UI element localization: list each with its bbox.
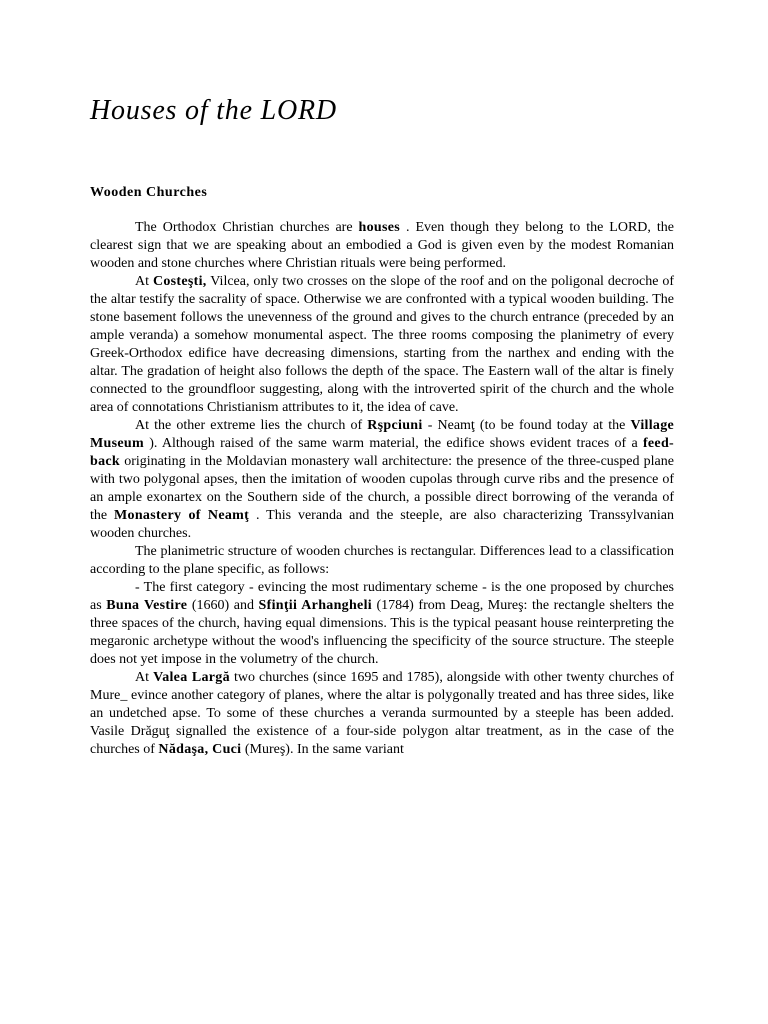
text-run: - Neamţ (to be found today at the (422, 418, 631, 433)
bold-term: Monastery of Neamţ (114, 508, 250, 523)
paragraph-2 (90, 273, 674, 417)
paragraph-4 (90, 543, 674, 579)
paragraph-1 (90, 219, 674, 273)
bold-term: Buna Vestire (106, 598, 188, 613)
text-run: two churches (since 1695 and 1785), alongside with other twenty churches of Mure_ evince another category of planes, where the altar is polygonally treated and has three sides, like an undetched apse. To some of these churches a veranda surmounted by a steeple has been added. Vasile Drăguţ signalled the existence of a four-side polygon altar treatment, as in the case of the churches of (90, 670, 674, 757)
paragraph-6 (90, 669, 674, 759)
text-run: At the other extreme lies the church of (135, 418, 368, 433)
bold-term: feed-back (90, 436, 674, 469)
text-run: (1784) from Deag, Mureş: the rectangle shelters the three spaces of the church, having equal dimensions. This is the typical peasant house reinterpreting the megaronic archetype without the wood's influencing the specificity of the source structure. The steeple does not yet impose in the volumetry of the church. (90, 598, 674, 667)
bold-term: Rşpciuni (367, 418, 423, 433)
bold-term: houses (358, 220, 401, 235)
text-run: (Mureş). In the same variant (241, 742, 404, 757)
text-run: . Even though they belong to the LORD, the clearest sign that we are speaking about an embodied a God is given even by the modest Romanian wooden and stone churches where Christian rituals were being performed. (90, 220, 674, 271)
bold-term: Sfinţii Arhangheli (258, 598, 372, 613)
text-run: Vilcea, only two crosses on the slope of the roof and on the poligonal decroche of the altar testify the sacrality of space. Otherwise we are confronted with a typical wooden building. The stone basement follows the unevenness of the ground and gives to the church entrance (preceded by an ample veranda) a somehow monumental aspect. The three rooms composing the planimetry of every Greek-Orthodox edifice have decreasing dimensions, starting from the narthex and ending with the altar. The gradation of height also follows the depth of the space. The Eastern wall of the altar is finely connected to the groundfloor suggesting, along with the introverted spirit of the church and the whole area of connotations Christianism attributes to it, the idea of cave. (90, 274, 675, 415)
text-run: ). Although raised of the same warm material, the edifice shows evident traces of a (143, 436, 643, 451)
text-run: . This veranda and the steeple, are also characterizing Transsylvanian wooden churches. (90, 508, 674, 541)
paragraph-5 (90, 579, 674, 669)
text-run: originating in the Moldavian monastery wall architecture: the presence of the three-cusped plane with two polygonal apses, then the imitation of wooden cupolas through curve ribs and the presence of an ample exonartex on the Southern side of the church, a possible direct borrowing of the veranda of the (90, 454, 674, 523)
bold-term: Valea Largă (153, 670, 230, 685)
document-title: Houses of the LORD (90, 95, 337, 126)
bold-term: Village Museum (90, 418, 675, 451)
text-run: At (135, 274, 153, 289)
text-run: At (135, 670, 154, 685)
text-run: The Orthodox Christian churches are (135, 220, 359, 235)
section-heading: Wooden Churches (90, 185, 208, 200)
text-run: - The first category - evincing the most rudimentary scheme - is the one proposed by churches as (90, 580, 674, 613)
paragraph-3 (90, 417, 674, 543)
text-run: (1660) and (187, 598, 259, 613)
bold-term: Costeşti, (152, 274, 207, 289)
body-text (90, 219, 674, 759)
bold-term: Nădaşa, Cuci (158, 742, 242, 757)
text-run: The planimetric structure of wooden churches is rectangular. Differences lead to a classification according to the plane specific, as follows: (90, 544, 674, 577)
